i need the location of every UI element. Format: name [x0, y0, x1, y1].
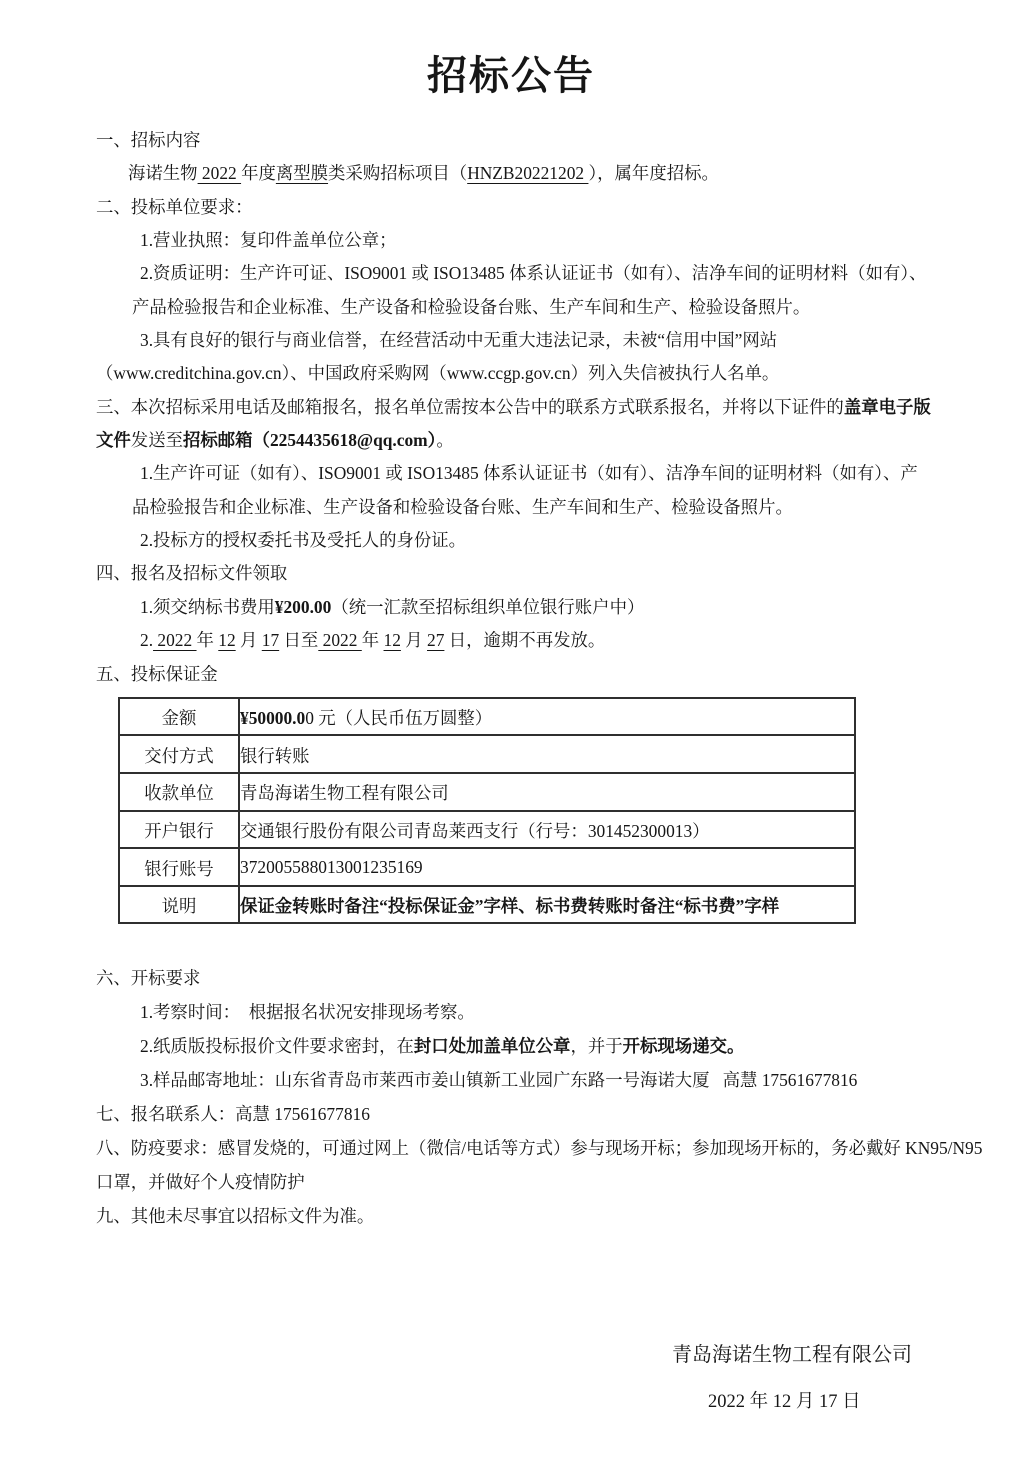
text-segment: 银行转账 — [240, 745, 310, 766]
table-label-cell: 金额 — [119, 698, 239, 736]
text-segment: 2.资质证明：生产许可证、ISO9001 或 ISO13485 体系认证证书（如有）、洁净车间的证明材料（如有）、 — [140, 263, 927, 284]
text-segment: 年 — [196, 630, 219, 651]
doc-line — [96, 324, 942, 357]
doc-line — [96, 457, 942, 490]
text-segment: 2. — [140, 630, 154, 651]
text-segment: 发送至 — [130, 430, 183, 451]
text-segment: 八、防疫要求：感冒发烧的，可通过网上（微信/电话等方式）参与现场开标；参加现场开标的，务必戴好 KN95/N95 — [96, 1138, 983, 1159]
text-segment: 交通银行股份有限公司青岛莱西支行（行号：301452300013） — [240, 820, 710, 841]
doc-line — [96, 591, 942, 624]
table-value-cell — [239, 735, 855, 773]
document-body — [96, 124, 983, 1233]
table-value-cell — [239, 698, 855, 736]
text-segment: （统一汇款至招标组织单位银行账户中） — [331, 596, 645, 617]
text-segment: 口罩，并做好个人疫情防护 — [96, 1172, 305, 1193]
text-segment: 年 — [361, 630, 384, 651]
doc-line — [96, 624, 942, 657]
signature-date: 2022 年 12 月 17 日 — [708, 1392, 861, 1412]
text-segment: 三、本次招标采用电话及邮箱报名，报名单位需按本公告中的联系方式联系报名，并将以下证件的 — [96, 396, 844, 417]
text-segment: 2.投标方的授权委托书及受托人的身份证。 — [140, 530, 467, 551]
table-label-cell: 银行账号 — [119, 848, 239, 886]
deposit-table — [118, 697, 856, 925]
doc-line — [96, 191, 942, 224]
table-value-cell — [239, 886, 855, 924]
text-segment: 12 — [218, 630, 236, 651]
text-segment: 3.样品邮寄地址：山东省青岛市莱西市姜山镇新工业园广东路一号海诺大厦 高慧 17561677816 — [140, 1070, 858, 1091]
doc-line — [96, 524, 942, 557]
text-segment: 类采购招标项目（ — [328, 163, 468, 184]
deposit-table-row — [119, 773, 855, 811]
text-segment: 品检验报告和企业标准、生产设备和检验设备台账、生产车间和生产、检验设备照片。 — [132, 496, 793, 517]
content-lines-before-table — [96, 124, 942, 691]
text-segment: 月 — [235, 630, 262, 651]
text-segment: 1.营业执照：复印件盖单位公章； — [140, 230, 397, 251]
text-segment: 产品检验报告和企业标准、生产设备和检验设备台账、生产车间和生产、检验设备照片。 — [132, 296, 811, 317]
signature-company: 青岛海诺生物工程有限公司 — [672, 1344, 912, 1366]
text-segment: 二、投标单位要求： — [96, 196, 253, 217]
text-segment: HNZB20221202 — [467, 163, 589, 184]
text-segment: 海诺生物 — [128, 163, 198, 184]
text-segment: 3.具有良好的银行与商业信誉，在经营活动中无重大违法记录，未被“信用中国”网站 — [140, 330, 778, 351]
doc-line — [96, 1131, 983, 1165]
table-value-cell — [239, 848, 855, 886]
doc-line — [96, 224, 942, 257]
doc-line — [96, 1165, 942, 1199]
text-segment: 离型膜 — [275, 163, 329, 184]
page-title: 招标公告 — [427, 53, 595, 98]
text-segment: （www.creditchina.gov.cn）、中国政府采购网（www.ccgp.gov.cn）列入失信被执行人名单。 — [96, 363, 780, 384]
text-segment: 开标现场递交。 — [622, 1036, 745, 1057]
doc-line — [96, 995, 942, 1029]
doc-line — [96, 491, 942, 524]
text-segment: 17 — [261, 630, 280, 651]
doc-line — [96, 1029, 942, 1063]
doc-line — [96, 1097, 942, 1131]
doc-line — [96, 291, 942, 324]
text-segment: ，并于 — [570, 1036, 623, 1057]
text-segment: 青岛海诺生物工程有限公司 — [240, 783, 449, 804]
table-value-cell — [239, 773, 855, 811]
text-segment: ¥200.00 — [274, 596, 332, 617]
text-segment: 2.纸质版投标报价文件要求密封，在 — [140, 1036, 414, 1057]
text-segment: 。 — [436, 430, 454, 451]
deposit-table-row — [119, 735, 855, 773]
doc-line — [96, 424, 942, 457]
text-segment: 27 — [427, 630, 445, 651]
text-segment: 文件 — [96, 430, 131, 451]
table-label-cell: 开户银行 — [119, 811, 239, 849]
text-segment: ），属年度招标。 — [588, 163, 719, 184]
text-segment: ¥50000.0 — [240, 708, 306, 729]
text-segment: 保证金转账时备注“投标保证金”字样、标书费转账时备注“标书费”字样 — [240, 896, 780, 917]
doc-line — [96, 357, 942, 390]
doc-line — [96, 557, 942, 590]
deposit-table-row — [119, 848, 855, 886]
text-segment: 12 — [383, 630, 401, 651]
doc-line — [96, 1063, 942, 1097]
text-segment: 九、其他未尽事宜以招标文件为准。 — [96, 1206, 375, 1227]
text-segment: 2022 — [197, 163, 242, 184]
deposit-table-row — [119, 698, 855, 736]
table-label-cell: 交付方式 — [119, 735, 239, 773]
doc-line — [96, 961, 942, 995]
text-segment: 372005588013001235169 — [240, 856, 423, 877]
deposit-table-row — [119, 811, 855, 849]
text-segment: 0 元（人民币伍万圆整） — [305, 708, 493, 729]
deposit-table-row — [119, 886, 855, 924]
table-label-cell: 说明 — [119, 886, 239, 924]
text-segment: 招标邮箱（2254435618@qq.com） — [182, 430, 437, 451]
signature-block — [0, 1338, 1022, 1458]
text-segment: 七、报名联系人：高慧 17561677816 — [96, 1104, 370, 1125]
text-segment: 日，逾期不再发放。 — [444, 630, 606, 651]
doc-line — [96, 124, 942, 157]
text-segment: 1.生产许可证（如有）、ISO9001 或 ISO13485 体系认证证书（如有）、洁净车间的证明材料（如有）、产 — [140, 463, 918, 484]
text-segment: 日至 — [279, 630, 319, 651]
text-segment: 月 — [400, 630, 428, 651]
doc-line — [96, 1199, 942, 1233]
table-label-cell: 收款单位 — [119, 773, 239, 811]
text-segment: 1.须交纳标书费用 — [140, 596, 275, 617]
text-segment: 一、招标内容 — [96, 130, 201, 150]
doc-line — [96, 658, 942, 691]
text-segment: 盖章电子版 — [843, 396, 931, 417]
doc-line — [96, 391, 942, 424]
text-segment: 2022 — [318, 630, 362, 651]
content-lines-after-table — [96, 961, 983, 1233]
text-segment: 1.考察时间： 根据报名状况安排现场考察。 — [140, 1002, 475, 1023]
table-value-cell — [239, 811, 855, 849]
text-segment: 六、开标要求 — [96, 968, 201, 989]
text-segment: 五、投标保证金 — [96, 663, 218, 684]
text-segment: 封口处加盖单位公章 — [413, 1036, 571, 1057]
text-segment: 四、报名及招标文件领取 — [96, 563, 288, 584]
doc-line — [96, 157, 942, 190]
doc-line — [96, 257, 942, 290]
text-segment: 年度 — [241, 163, 276, 184]
text-segment: 2022 — [153, 630, 197, 651]
